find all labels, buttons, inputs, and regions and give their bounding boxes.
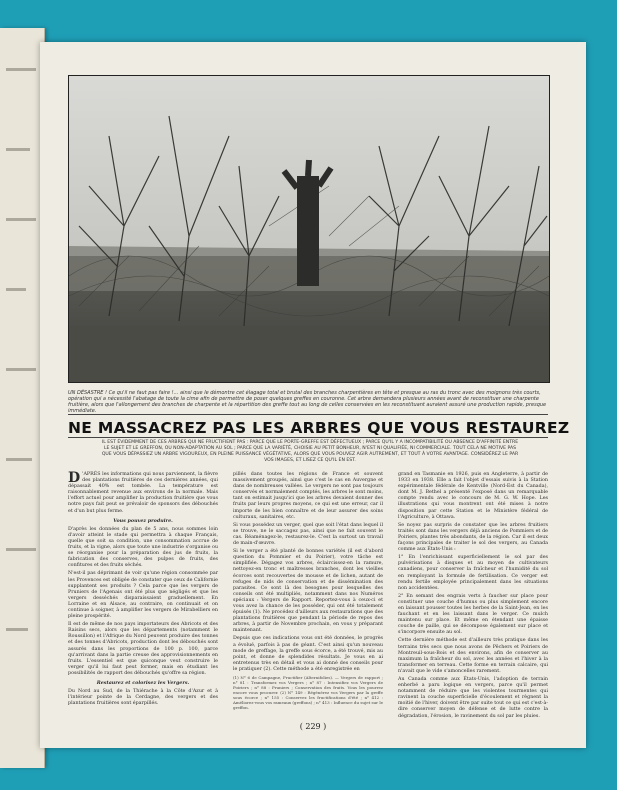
article-intro: IL EST ÉVIDEMMENT DE CES ARBRES QUI NE FRUCTIFIENT PAS : PARCE QUE LE PORTE-GREFFE EST DÉFECTUEUX ; PARCE QU'IL Y A INCOMPATIBILITÉ OU ABSENCE D'AFFINITÉ ENTRE LE SUJET ET LE GREFFON, OU NON-ADAPTATION AU SOL ; PARCE QUE LA VARIÉTÉ, CHOISIE AU PETIT BONHEUR, N'EST NI QUALIFIÉE, NI COMMERCIALE. TOUT CELA NE MOTIVE PAS QUE VOUS DÉPASSIEZ UN ARBRE VIGOUREUX, EN PLEINE PUISSANCE VÉGÉTATIVE, ALORS QUE VOUS POUVEZ AGIR AUTREMENT, ET TOUT À VOTRE AVANTAGE. CONSIDÉREZ LE PAR VOS IMAGES, ET LISEZ CE QU'IL EN EST. [101,440,519,463]
paragraph: Il est de même de nos pays importateurs des Abricots et des Raisins secs, alors que les départements (notamment le Roussillon) et l'Afrique du Nord peuvent produire des tonnes et des tonnes d'Abricots, production dont les débouchés sont assurés dans les proportions de 100 p. 100, parce qu'arrivant dans la partie creuse des approvisionnements en fruits. L'essentiel est que quiconque veut construire le verger qu'il lui faut peut former, mais en étudiant les possibilités de rapport des débouchés qu'offre sa région. [68,622,218,676]
orchard-photo [68,75,550,383]
article-headline: NE MASSACREZ PAS LES ARBRES QUE VOUS RESTAUREZ [68,419,570,437]
paragraph: Depuis que ces indications vous ont été données, le progrès a évolué, parfois à pas de géant. C'est ainsi qu'un nouveau mode de greffage, la greffe sous écorce, a été trouvé, mis au point, et donne de splendides résultats. Je vous en ai entretenus très en détail et vous ai donné des conseils pour le pratiquer (2). Cette méthode a été enregistrée en [233,636,383,672]
subheading: Restaurez et colorisez les Vergers. [96,680,190,686]
paragraph: Se noyez pas surpris de constater que les arbres fruitiers traités sont dans les vergers déjà anciens de Pommiers et de Poiriers, plantes très abondants, de la région. Car il est deux façons principales de traiter le sol des vergers, au Canada comme aux États-Unis : [398,522,548,553]
column-2 [233,472,383,710]
paragraph: N'est-il pas déprimant de voir qu'une région consommée par les Provences est obligée de constater que ceux de Californie supplantent ses produits ? Cela parce que les vergers de Pruniers de l'Agenais ont été plus que négligés et que les vergers desséchés disparaissaient graduellement. En Lorraine et en Alsace, au contraire, on continuait et on continue à soigner, à amplifier les vergers de Mirabelliers en pleine prospérité. [68,571,218,620]
drop-cap: D [68,470,81,486]
rule-top [68,414,548,415]
paragraph: 1° En l'enrichissant superficiellement le sol par des pulvérisations à disques et au moyen de cultivateurs canadiens, pour conserver la fraîcheur et l'humidité du sol en remployant la formule de fertilisation. Ce verger est rendu fertile employée principalement dans les situations non accidentées. [398,555,548,591]
paragraph: D'après les données du plan de 5 ans, nous sommes loin d'avoir atteint le stade qui permettra à chaque Français, quelle que soit sa condition, une consommation accrue de fruits, et la vigne, alors que toute une industrie s'organise ou se réorganise pour la préparation des jus de fruits, la fabrication des conserves, des pulpes de fruits, des confitures et des fruits séchés. [68,526,218,569]
paragraph: pillés dans toutes les régions de France et souvent massivement groupés, ainsi que c'est le cas en Auvergne et dans de nombreuses vallées. Le vergers ne sont pas toujours conservés et normalement comptés, les arbres le sont moins, tant on estimait jusqu'ici que les arbres devaient donner des fruits par leurs propres moyens, ce qui est une erreur, car il importe de les bien connaître et de leur assurer des soins culturaux, sanitaires, etc. [233,472,383,520]
rule-bottom [68,437,548,438]
magazine-page [40,42,586,748]
subheading: Vous pouvez produire. [113,517,173,524]
paragraph: Cette dernière méthode est d'ailleurs très pratique dans les terrains très secs que nous avons de Pêchers et Poiriers de Montreuil-sous-Bois et des environs, afin de conserver au maximum la fraîcheur du sol, avec les années et l'hiver à la transformer en terreau. Cette forme en terrain calcaire, qui n'avait que le vide s'amoncelles rarement. [398,638,548,674]
paragraph: Du Nord au Sud, de la Thiérache à la Côte d'Azur et à l'intérieur pointe de la Cerdagne, des vergers et des plantations fruitières sont éparpillés. [68,689,218,707]
column-1 [68,472,218,710]
page-number: ( 229 ) [299,722,327,731]
paragraph: grand en Tasmanie en 1926, puis en Angleterre, à partir de 1933 en 1938. Elle a fait l'objet d'essais suivis à la Station expérimentale fédérale de Kentville (Nord-Est du Canada), dont M. J. Bethel a présenté l'exposé dans un remarquable compte rendu avec le concours de M. G. W. Hope. Les illustrations qui vous montrent ont été mises à notre disposition par cette Station et le Ministère fédéral de l'Agriculture, à Ottawa. [398,472,548,520]
paragraph: 'APRÈS les informations qui nous parviennent, la fièvre des plantations fruitières de ces dernières années, qui dépassait 40% est tombée. La température est raisonnablement revenue aux environs de la normale. Mais l'effort actuel pour amplifier la production fruitière que vous notre pays fait peut se prévaloir de sponsors des débouchés et d'un but plus ferme. [68,472,218,514]
footnotes: (1) N° 6 de Campagne, Fructifier (Alternifolies). — Vergers de rapport ; n° 81 : Transformez vos Vergers ; n° 87 : Intensifiez vos Vergers de Poiriers ; n° 88 : Pruniers ; Conservation des fruits. Vous les pourrez encore vous procurer. (2) N° 149 : Régénérez vos Vergers par la greffe sous écorce ; n° 155 : Conservez les fructifications d'été ; n° 412 : Améliorez-vous vos rameaux (greffons) ; n° 413 : Influence du sujet sur le greffon. [233,675,383,710]
paragraph: Si le verger a été planté de bonnes variétés (il est d'abord question du Pommier et du Poirier), votre tâche est simplifiée. Dégagez vos arbres, éclaircissez-en la ramure, nettoyez-en tronc et maîtresses branches, dont les vieilles écorces sont recouvertes de mousse et de lichen, autant de refuges de nids de conservation et de dissémination des parasites. Ce sont là des besognes pour lesquelles des conseils ont été multipliés, notamment dans nos Numéros spéciaux : Vergers de Rapport. Reportez-vous à ceux-ci et vous avez la chance de les posséder, qui ont été totalement épuisés (1). Ne procédez d'ailleurs aux restaurations que des plantations fruitières que pendant la période de repos des arbres, à partir de Novembre prochain, en vous y préparant maintenant. [233,549,383,634]
adjacent-page-edge [0,28,45,768]
column-3 [398,472,548,719]
paragraph: Au Canada comme aux États-Unis, l'adoption de terrain enherbé a paru logique en vergers, parce qu'il permet notamment de réduire que les violentes tourmentes qui ravinent la couche superficielle d'écoulement et règnent la moitié de l'hiver, doivent être par suite tout ce qui est c'est-à-dire conserver moyen de défense et de lutte contre la dégradation, l'érosion, le ravinement du sol par les pluies. [398,677,548,719]
photo-caption: UN DÉSASTRE ! Ce qu'il ne faut pas faire !... ainsi que le démontre cet élagage total et brutal des branches charpentières en tête et presque au ras du tronc avec des moignons très courts, opération qui a nécessité l'abatage de toute la cime afin de permettre de poser quelques greffes en couronne. Cet arbre demandera plusieurs années avant de reconstituer une charpente fruitière, alors que l'allongement des branches de charpente et la répartition des greffe tout au long de celles conservées en les reconstituant auraient assuré une production rapide, presque immédiate. [68,390,547,414]
paragraph: Si vous possédez un verger, quel que soit l'état dans lequel il se trouve, ne le saccagez pas, ainsi que ne fait souvent le cas. Réaménagez-le, restaurez-le. C'est la surtout un travail de main-d'œuvre. [233,522,383,547]
paragraph: 2° En semant des engrais verts à faucher sur place pour constituer une couche d'humus ou plus simplement encore en laissant pousser toutes les herbes de la Saint-Jean, en les fauchant et en les laissant dans le verger. Ce mulch maintenu sur place. Et même en étendant une épaisse couche de paille, qui se décompose également sur place et s'incorpore ensuite au sol. [398,593,548,636]
